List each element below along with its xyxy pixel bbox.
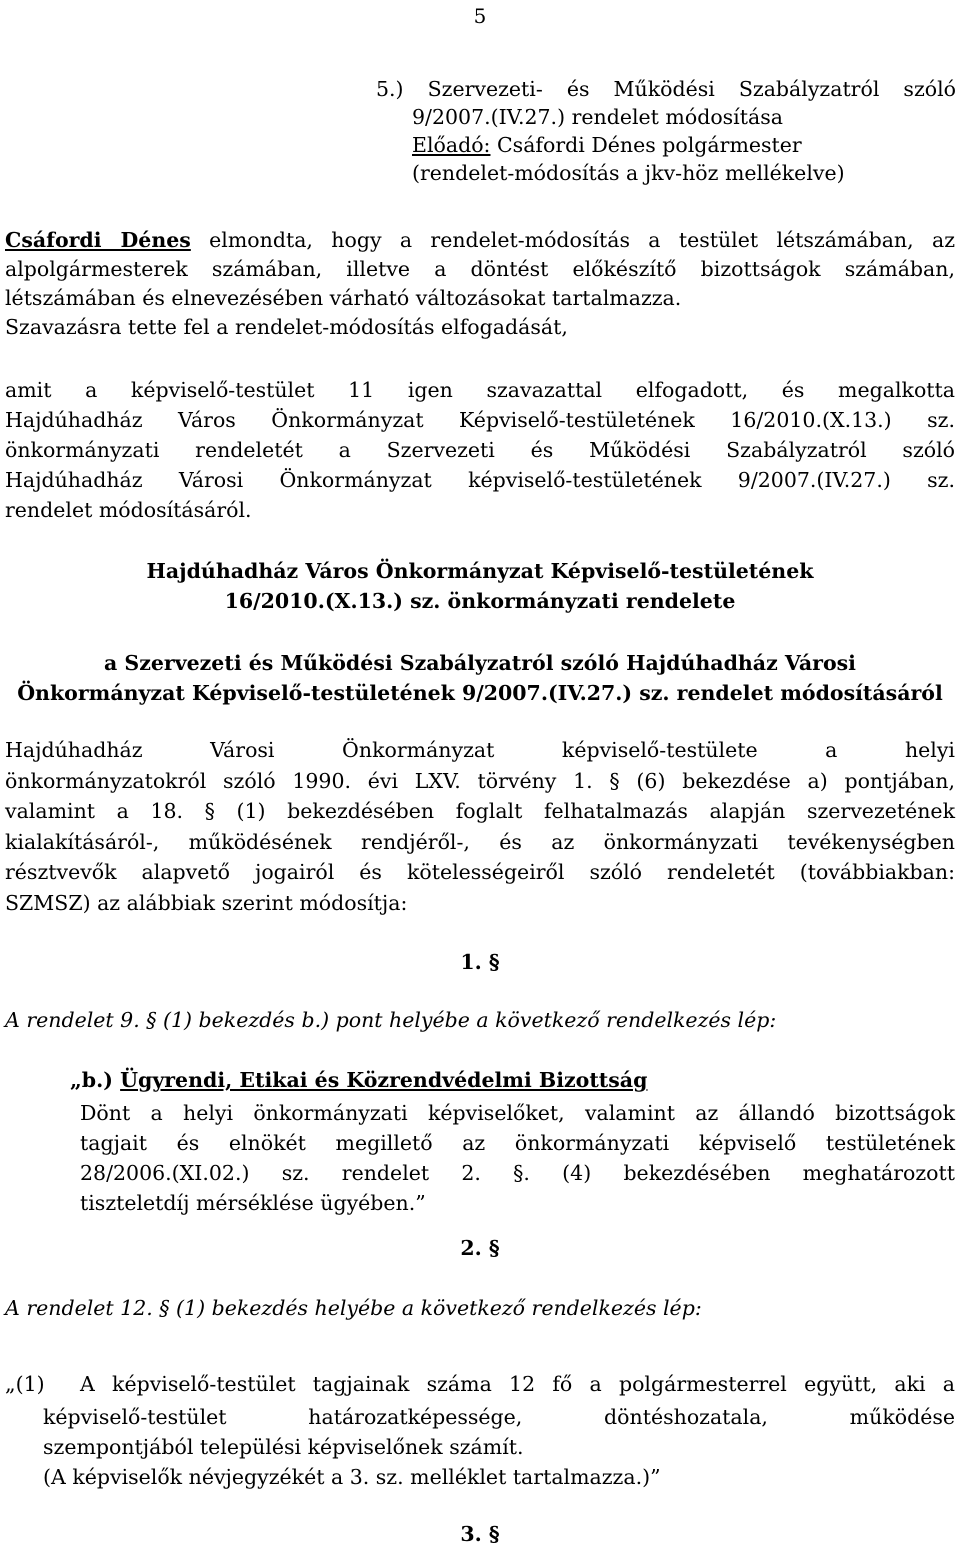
section-1-body — [80, 1098, 955, 1218]
page-number: 5 — [473, 4, 487, 28]
committee-name: Ügyrendi, Etikai és Közrendvédelmi Bizottság — [120, 1068, 648, 1092]
section-1-item-title — [70, 1068, 950, 1092]
decree-title-line3: a Szervezeti és Működési Szabályzatról szóló Hajdúhadház Városi — [104, 651, 856, 675]
agenda-note: (rendelet-módosítás a jkv-höz mellékelve) — [412, 161, 845, 185]
decree-title — [0, 556, 960, 616]
s1-body-line2: tagjait és elnökét megillető az önkormányzati képviselő testületének — [80, 1131, 955, 1155]
vote-line4: Hajdúhadház Városi Önkormányzat képviselő-testületének 9/2007.(IV.27.) sz. — [5, 468, 955, 492]
preamble-line4: kialakításáról-, működésének rendjéről-, és az önkormányzati tevékenységben — [5, 829, 955, 854]
speech-line4: Szavazásra tette fel a rendelet-módosítás elfogadását, — [5, 315, 568, 339]
agenda-heading — [376, 75, 956, 187]
s1-body-line4: tiszteletdíj mérséklése ügyében.” — [80, 1191, 426, 1215]
decree-title-line2: 16/2010.(X.13.) sz. önkormányzati rendelete — [224, 589, 736, 613]
s2-line3: szempontjából települési képviselőnek számít. — [43, 1435, 524, 1459]
agenda-title-line1: 5.) Szervezeti- és Működési Szabályzatról szóló — [376, 77, 956, 101]
s1-body-line3: 28/2006.(XI.02.) sz. rendelet 2. §. (4) bekezdésében meghatározott — [80, 1161, 955, 1185]
s2-line1: A képviselő-testület tagjainak száma 12 fő a polgármesterrel együtt, aki a — [80, 1372, 955, 1396]
preamble-line5: résztvevők alapvető jogairól és kötelességeiről szóló rendeletét (továbbiakban: — [5, 860, 955, 884]
section-2-heading: 2. § — [460, 1236, 500, 1260]
item-prefix: „b.) — [70, 1068, 121, 1092]
speech-paragraph — [5, 226, 955, 342]
presenter-label: Előadó: — [412, 133, 491, 157]
preamble — [5, 735, 955, 918]
vote-line2: Hajdúhadház Város Önkormányzat Képviselő-testületének 16/2010.(X.13.) sz. — [5, 408, 955, 432]
vote-line5: rendelet módosításáról. — [5, 498, 252, 522]
preamble-line2: önkormányzatokról szóló 1990. évi LXV. törvény 1. § (6) bekezdése a) pontjában, — [5, 768, 955, 793]
vote-line3: önkormányzati rendeletét a Szervezeti és Működési Szabályzatról szóló — [5, 438, 955, 462]
s1-body-line1: Dönt a helyi önkormányzati képviselőket, valamint az állandó bizottságok — [80, 1101, 955, 1125]
vote-line1: amit a képviselő-testület 11 igen szavazattal elfogadott, és megalkotta — [5, 378, 955, 402]
section-2-intro: A rendelet 12. § (1) bekezdés helyébe a következő rendelkezés lép: — [5, 1296, 702, 1320]
decree-subtitle — [0, 648, 960, 708]
speech-line2: alpolgármesterek számában, illetve a döntést előkészítő bizottságok számában, — [5, 257, 955, 281]
section-1-intro: A rendelet 9. § (1) bekezdés b.) pont helyébe a következő rendelkezés lép: — [5, 1008, 777, 1032]
decree-title-line1: Hajdúhadház Város Önkormányzat Képviselő-testületének — [146, 559, 814, 583]
preamble-line1: Hajdúhadház Városi Önkormányzat képviselő-testülete a helyi — [5, 738, 955, 762]
s2-line2: képviselő-testület határozatképessége, döntéshozatala, működése — [43, 1405, 955, 1429]
decree-title-line4: Önkormányzat Képviselő-testületének 9/2007.(IV.27.) sz. rendelet módosításáról — [17, 681, 943, 705]
s2-line4: (A képviselők névjegyzékét a 3. sz. melléklet tartalmazza.)” — [43, 1465, 661, 1489]
speech-line1: Csáfordi Dénes elmondta, hogy a rendelet-módosítás a testület létszámában, az — [5, 228, 955, 252]
section-3-heading: 3. § — [460, 1522, 500, 1546]
speaker-name: Csáfordi Dénes — [5, 228, 191, 252]
preamble-line3: valamint a 18. § (1) bekezdésében foglalt felhatalmazás alapján szervezetének — [5, 799, 955, 823]
presenter-name: Csáfordi Dénes polgármester — [490, 133, 802, 157]
section-1-heading: 1. § — [460, 950, 500, 974]
speech-line3: létszámában és elnevezésében várható változásokat tartalmazza. — [5, 286, 682, 310]
vote-paragraph — [5, 375, 955, 525]
agenda-presenter — [376, 131, 956, 159]
agenda-title-line2: 9/2007.(IV.27.) rendelet módosítása — [412, 105, 783, 129]
preamble-line6: SZMSZ) az alábbiak szerint módosítja: — [5, 890, 408, 915]
section-2-number: „(1) — [5, 1372, 45, 1396]
section-2-body — [43, 1402, 955, 1492]
